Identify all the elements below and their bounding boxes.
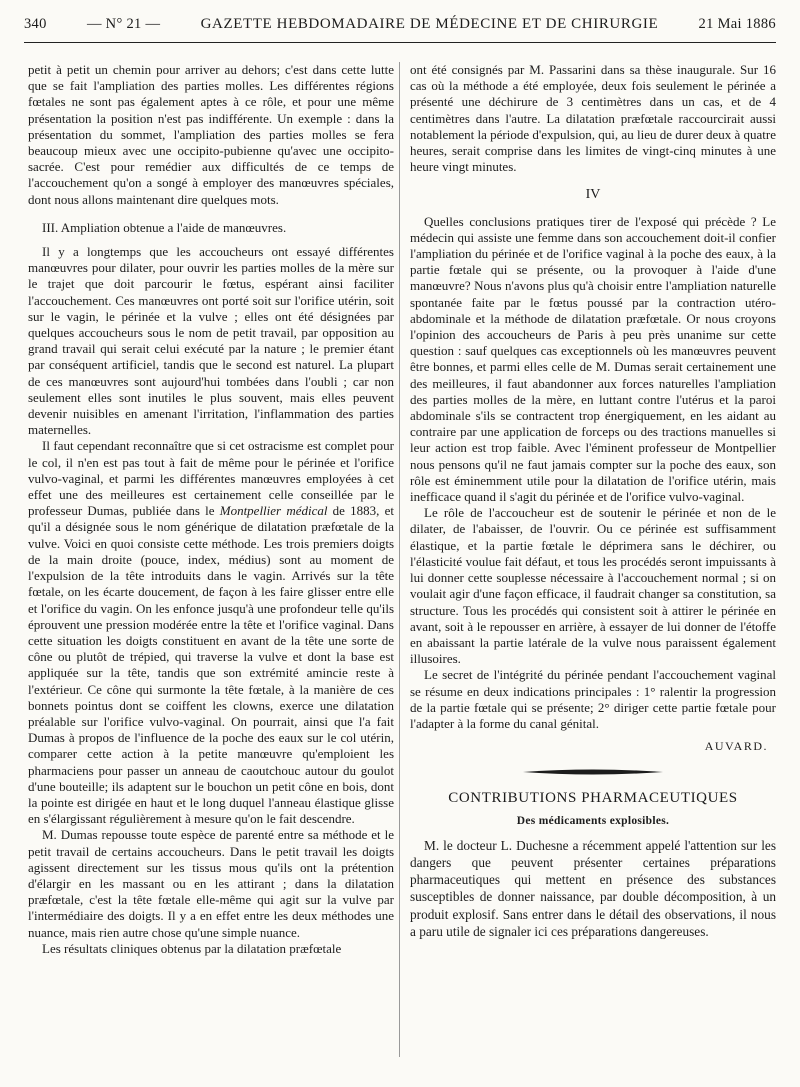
ornamental-rule [523,768,663,776]
paragraph: Le secret de l'intégrité du périnée pendant l'accouchement vaginal se résume en deux indications principales : 1° ralentir la progression de la partie fœtale qui se présente; 2° diriger cette partie fœtale pour l'adapter à la forme du canal génital. [410,667,776,731]
journal-name: Montpellier médical [219,503,328,519]
right-column [410,62,776,1062]
issue-date: 21 Mai 1886 [698,16,776,32]
page-number: 340 [24,16,47,32]
section-heading: III. Ampliation obtenue a l'aide de manœuvres. [42,219,287,235]
text-run: Il faut cependant reconnaître que si cet ostracisme est complet pour le col, il n'en est pas tout à fait de même pour le périnée et l'orifice vulvo-vaginal, et parmi les différentes manœuvres employées à cet effet une des meilleures est certainement celle conseillée par le professeur Dumas, publiée dans le [28,438,394,519]
paragraph: Quelles conclusions pratiques tirer de l'exposé qui précède ? Le médecin qui assiste une femme dans son accouchement doit-il confier l'ampliation du périnée et de l'orifice vaginal à la poche des eaux, à la partie fœtale qui se présente, ou la provoquer à l'aide d'une manœuvre? Nous n'avons plus qu'à choisir entre l'ampliation naturelle spontanée faite par le fœtus poussé par la contraction utéro-abdominale et la méthode de dilatation præfœtale. Or nous croyons l'opinion des accoucheurs de Paris à peu près unanime sur cette question : sauf quelques cas exceptionnels où les manœuvres peuvent être bonnes, et parmi elles celle de M. Dumas serait certainement une des meilleures, il faut abandonner aux forces naturelles l'ampliation des parties molles de la mère, en luttant contre l'utérus et la paroi abdominale s'ils se contractent trop énergiquement, en les aidant au contraire par une application de forceps ou des tractions manuelles si leur action est trop faible. Avec l'éminent professeur de Montpellier nous pensons qu'il ne faut jamais compter sur la poche des eaux, son rôle est éminemment utile pour la dilatation de l'orifice utérin, mais inefficace quand il s'agit du périnée et de l'orifice vulvo-vaginal. [410,213,776,505]
column-divider [399,62,400,1057]
article-title: CONTRIBUTIONS PHARMACEUTIQUES [448,790,738,807]
paragraph: ont été consignés par M. Passarini dans sa thèse inaugurale. Sur 16 cas où la méthode a été employée, deux fois seulement le périnée a présenté une déchirure de 3 centimètres dans un cas, et de 4 centimètres dans l'autre. La dilatation præfœtale raccourcirait aussi notablement la période d'expulsion, qui, au lieu de durer deux à quatre heures, serait comprise dans les limites de vingt-cinq minutes à une heure vingt minutes. [410,62,776,175]
paragraph: petit à petit un chemin pour arriver au dehors; c'est dans cette lutte que se fait l'ampliation des parties molles. Les différentes régions fœtales ne sont pas également aptes à ce rôle, et pour une même présentation la position n'est pas indifférente. Un exemple : dans la présentation du sommet, l'ampliation des parties molles se fera beaucoup mieux avec une occipito-pubienne qu'avec une occipito-sacrée. C'est pour remédier aux difficultés de ce temps de l'accouchement qu'on a songé à employer des manœuvres spéciales, dont nous allons maintenant dire quelques mots. [28,62,394,207]
journal-title: GAZETTE HEBDOMADAIRE DE MÉDECINE ET DE CHIRURGIE [200,16,659,32]
author-signature: AUVARD. [704,739,768,754]
article-subtitle: Des médicaments explosibles. [516,814,670,827]
paragraph: M. le docteur L. Duchesne a récemment appelé l'attention sur les dangers que peuvent présenter certaines préparations pharmaceutiques qui mettent en présence des substances susceptibles de donner naissance, par double décomposition, à un produit explosif. Sans entrer dans le détail des observations, il nous a paru utile de signaler ici ces préparations dangereuses. [410,837,776,939]
paragraph: Les résultats cliniques obtenus par la dilatation præfœtale [42,940,342,956]
left-column [28,62,394,1062]
paragraph: M. Dumas repousse toute espèce de parenté entre sa méthode et le petit travail de certains accoucheurs. Dans le petit travail les doigts agissent directement sur les tissus mous qu'ils ont la prétention d'élargir en les massant ou en les attirant ; dans la dilatation præfœtale, c'est la tête fœtale elle-même qui agit sur la vulve par l'intermédiaire des doigts. Il y a en effet entre les deux méthodes une nuance, mais rien autre chose qu'une simple nuance. [28,827,394,940]
text-run: de 1883, et qu'il a désignée sous le nom générique de dilatation præfœtale de la vulve. Voici en quoi consiste cette méthode. Les trois premiers doigts de la main droite (pouce, index, médius) sont au moment de l'expulsion de la tête introduits dans le vagin. Arrivés sur la tête fœtale, on les écarte doucement, de façon à les faire glisser entre elle et l'orifice du vagin. On les enfonce jusqu'à une profondeur telle qu'ils éprouvent une pression modérée entre la tête et l'orifice vaginal. Dans cette situation les doigts constituent en avant de la tête une sorte de cône ou plutôt de trépied, qui traverse la vulve et dont la base est appliquée sur la tête, tandis que son extrémité amincie reste à l'extérieur. Ce cône qui surmonte la tête fœtale, à la manière de ces bonnets pointus dont se coiffent les clowns, exerce une dilatation préalable sur l'orifice vulvo-vaginal. On pourrait, ainsi que l'a fait Dumas à propos de l'influence de la poche des eaux sur le col utérin, comparer cette action à la petite manœuvre qu'emploient les pharmaciens pour passer un anneau de caoutchouc autour du goulot d'une bouteille; ils adaptent sur le bouchon un petit cône en bois, dont la pointe est dirigée en haut et le long duquel l'anneau élastique glisse en s'élargissant régulièrement à mesure qu'on le fait descendre. [28,503,394,827]
section-heading-roman: IV [585,187,601,203]
issue-number: — N° 21 — [86,16,161,32]
paragraph: Il y a longtemps que les accoucheurs ont essayé différentes manœuvres pour dilater, pour ouvrir les parties molles de la mère sur le trajet que doit parcourir le fœtus, espérant ainsi faciliter l'accouchement. Ces manœuvres ont porté soit sur l'orifice utérin, soit sur le vagin, le périnée et la vulve ; elles ont été désignées par quelques accoucheurs sous le nom de petit travail, par opposition au grand travail qui serait celui exécuté par la nature ; le premier étant par conséquent artificiel, tandis que le second est naturel. La plupart de ces manœuvres sont aujourd'hui tombées dans l'oubli ; car non seulement elles sont inutiles le plus souvent, mais elles peuvent devenir nuisibles en amenant l'irritation, l'inflammation des parties maternelles. [28,244,394,438]
page-header [24,16,776,43]
paragraph: Le rôle de l'accoucheur est de soutenir le périnée et non de le dilater, de l'abaisser, de l'ouvrir. Ou ce périnée est suffisamment élastique, et la partie fœtale le déprimera sans le déchirer, ou l'élasticité voulue fait défaut, et tous les procédés seront impuissants à lui donner cette souplesse nécessaire à l'accouchement normal ; si on voulait agir d'une façon efficace, il faudrait changer sa constitution, sa structure. Tous les procédés qui consistent soit à attirer le périnée en avant, soit à le repousser en arrière, à essayer de lui donner de l'étoffe en abaissant la partie latérale de la vulve nous paraissent également illusoires. [410,505,776,667]
paragraph [28,438,394,827]
